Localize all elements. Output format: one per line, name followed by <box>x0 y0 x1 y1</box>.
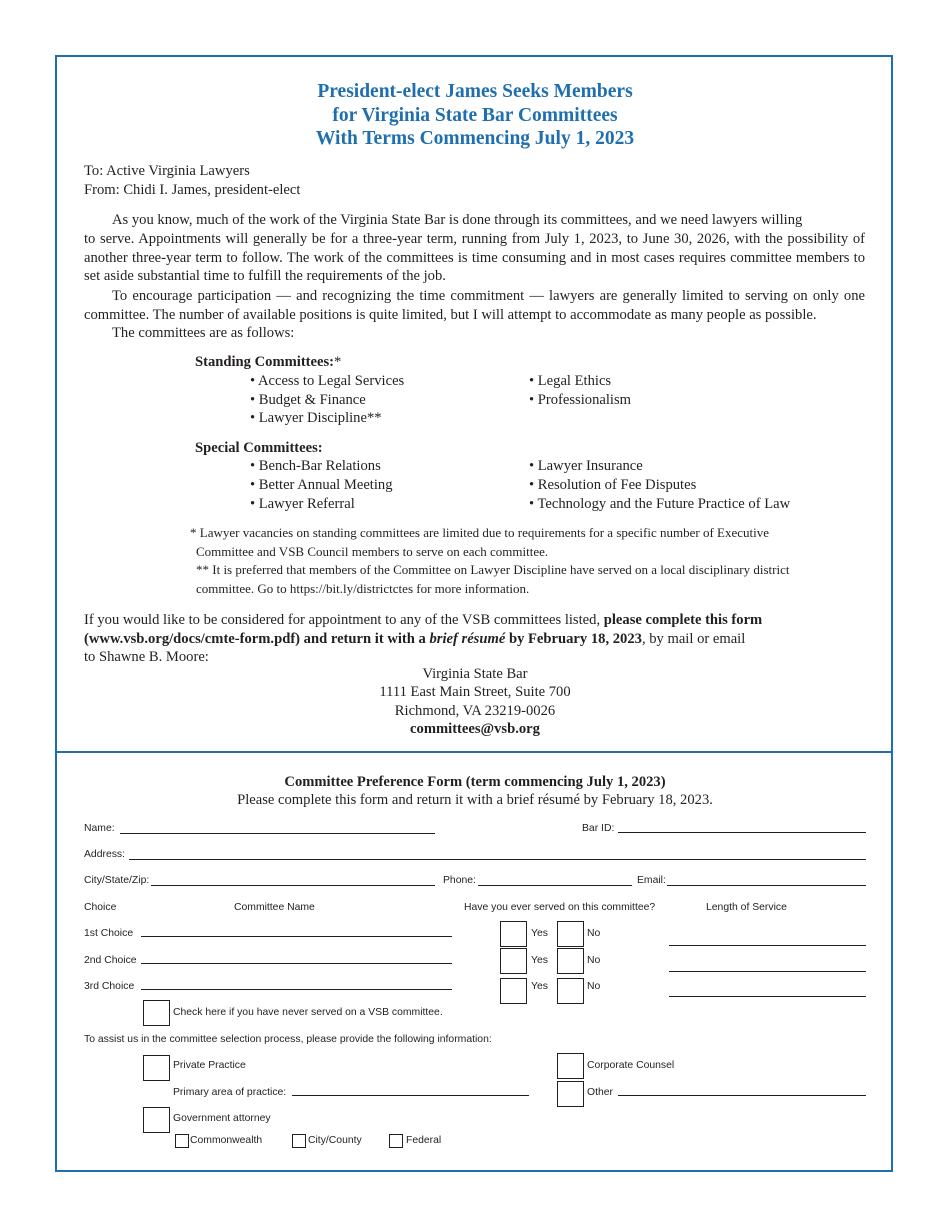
instructions-line-3: to Shawne B. Moore: <box>84 649 209 665</box>
choice-3-committee-field[interactable] <box>141 989 452 990</box>
choice-1-committee-field[interactable] <box>141 936 452 937</box>
list-item: • Access to Legal Services <box>250 373 405 389</box>
address-email: committees@vsb.org <box>410 721 540 738</box>
form-title: Committee Preference Form (term commencing July 1, 2023) <box>284 774 666 790</box>
corporate-counsel-label: Corporate Counsel <box>587 1060 675 1071</box>
choice-2-length-field[interactable] <box>669 971 866 972</box>
footnote-1-cont: Committee and VSB Council members to serve on each committee. <box>196 544 549 559</box>
choice-3-length-field[interactable] <box>669 996 866 997</box>
choice-label-3: 3rd Choice <box>84 981 135 992</box>
address-org: Virginia State Bar <box>422 666 528 682</box>
title-line-3: With Terms Commencing July 1, 2023 <box>315 128 635 149</box>
name-label: Name: <box>84 823 115 834</box>
private-practice-checkbox[interactable] <box>143 1055 170 1081</box>
barid-label: Bar ID: <box>582 823 615 834</box>
choice-3-yes-checkbox[interactable] <box>500 978 527 1004</box>
never-served-checkbox[interactable] <box>143 1000 170 1026</box>
column-header-length: Length of Service <box>706 902 787 913</box>
paragraph-1: to serve. Appointments will generally be for a three-year term, running from July 1, 2023, to June 30, 2026, with the possibility of another three-year term to follow. The work of the committees is time consuming and in most cases requires committee members to set aside substantial time to fulfill the requirements of the job. <box>84 231 865 285</box>
column-header-served: Have you ever served on this committee? <box>464 902 656 913</box>
choice-2-committee-field[interactable] <box>141 963 452 964</box>
choice-1-yes-checkbox[interactable] <box>500 921 527 947</box>
list-item: • Bench-Bar Relations <box>250 458 381 474</box>
no-label: No <box>587 928 601 939</box>
commonwealth-checkbox[interactable] <box>175 1134 189 1148</box>
column-header-committee: Committee Name <box>234 902 315 913</box>
section-divider <box>55 751 893 753</box>
footnote-2: ** It is preferred that members of the Committee on Lawyer Discipline have served on a local disciplinary district <box>196 562 790 577</box>
primary-area-field[interactable] <box>292 1095 529 1096</box>
memo-to: To: Active Virginia Lawyers <box>84 163 250 179</box>
choice-label-2: 2nd Choice <box>84 955 137 966</box>
commonwealth-label: Commonwealth <box>190 1135 263 1146</box>
choice-1-length-field[interactable] <box>669 945 866 946</box>
list-item: • Resolution of Fee Disputes <box>529 477 697 493</box>
footnote-2-cont: committee. Go to https://bit.ly/districtctes for more information. <box>196 581 530 596</box>
yes-label: Yes <box>531 955 548 966</box>
mailing-address <box>55 665 895 739</box>
form-subtitle: Please complete this form and return it with a brief résumé by February 18, 2023. <box>237 792 713 809</box>
choice-1-no-checkbox[interactable] <box>557 921 584 947</box>
list-item: • Legal Ethics <box>529 373 612 389</box>
email-label: Email: <box>637 875 666 886</box>
footnote-1: * Lawyer vacancies on standing committees are limited due to requirements for a specific number of Executive <box>190 525 770 540</box>
list-item: • Budget & Finance <box>250 392 366 408</box>
address-field[interactable] <box>129 859 866 860</box>
page-title <box>55 80 895 151</box>
list-item: • Professionalism <box>529 392 631 408</box>
city-county-checkbox[interactable] <box>292 1134 306 1148</box>
government-attorney-checkbox[interactable] <box>143 1107 170 1133</box>
never-served-label: Check here if you have never served on a VSB committee. <box>173 1007 443 1018</box>
other-field[interactable] <box>618 1095 866 1096</box>
instructions-line-2: (www.vsb.org/docs/cmte-form.pdf) and return it with a brief résumé by February 18, 2023, by mail or email <box>84 631 746 647</box>
paragraph-1-first-line: As you know, much of the work of the Virginia State Bar is done through its committees, and we need lawyers willing <box>112 212 803 228</box>
list-item: • Better Annual Meeting <box>250 477 393 493</box>
list-item: • Technology and the Future Practice of Law <box>529 496 791 512</box>
no-label: No <box>587 955 601 966</box>
choice-3-no-checkbox[interactable] <box>557 978 584 1004</box>
choice-2-no-checkbox[interactable] <box>557 948 584 974</box>
barid-field[interactable] <box>618 832 866 833</box>
corporate-counsel-checkbox[interactable] <box>557 1053 584 1079</box>
instructions-line-1: If you would like to be considered for appointment to any of the VSB committees listed, please complete this form <box>84 612 763 628</box>
private-practice-label: Private Practice <box>173 1060 246 1071</box>
no-label: No <box>587 981 601 992</box>
memo-from: From: Chidi I. James, president-elect <box>84 182 301 198</box>
federal-checkbox[interactable] <box>389 1134 403 1148</box>
choice-label-1: 1st Choice <box>84 928 134 939</box>
yes-label: Yes <box>531 981 548 992</box>
list-item: • Lawyer Discipline** <box>250 410 382 426</box>
title-line-1: President-elect James Seeks Members <box>317 81 633 102</box>
other-label: Other <box>587 1087 613 1098</box>
assist-instructions: To assist us in the committee selection process, please provide the following information: <box>84 1034 492 1045</box>
phone-label: Phone: <box>443 875 476 886</box>
standing-committees-heading: Standing Committees:* <box>195 354 342 370</box>
address-city: Richmond, VA 23219-0026 <box>394 702 556 719</box>
form-header <box>55 773 895 810</box>
paragraph-2: To encourage participation — and recognizing the time commitment — lawyers are generally limited to serving on only one committee. The number of available positions is quite limited, but I will attempt to accommodate as many people as possible. <box>84 288 865 323</box>
city-label: City/State/Zip: <box>84 875 150 886</box>
column-header-choice: Choice <box>84 902 117 913</box>
special-committees-heading: Special Committees: <box>195 440 323 456</box>
city-county-label: City/County <box>308 1135 362 1146</box>
choice-2-yes-checkbox[interactable] <box>500 948 527 974</box>
other-checkbox[interactable] <box>557 1081 584 1107</box>
list-item: • Lawyer Insurance <box>529 458 643 474</box>
city-field[interactable] <box>151 885 435 886</box>
government-attorney-label: Government attorney <box>173 1113 271 1124</box>
title-line-2: for Virginia State Bar Committees <box>332 104 618 126</box>
email-field[interactable] <box>667 885 866 886</box>
primary-area-label: Primary area of practice: <box>173 1087 287 1098</box>
address-street: 1111 East Main Street, Suite 700 <box>379 684 571 701</box>
name-field[interactable] <box>120 833 435 834</box>
yes-label: Yes <box>531 928 548 939</box>
federal-label: Federal <box>406 1135 442 1146</box>
list-item: • Lawyer Referral <box>250 496 355 512</box>
phone-field[interactable] <box>478 885 632 886</box>
paragraph-3: The committees are as follows: <box>112 325 295 341</box>
address-label: Address: <box>84 849 126 860</box>
